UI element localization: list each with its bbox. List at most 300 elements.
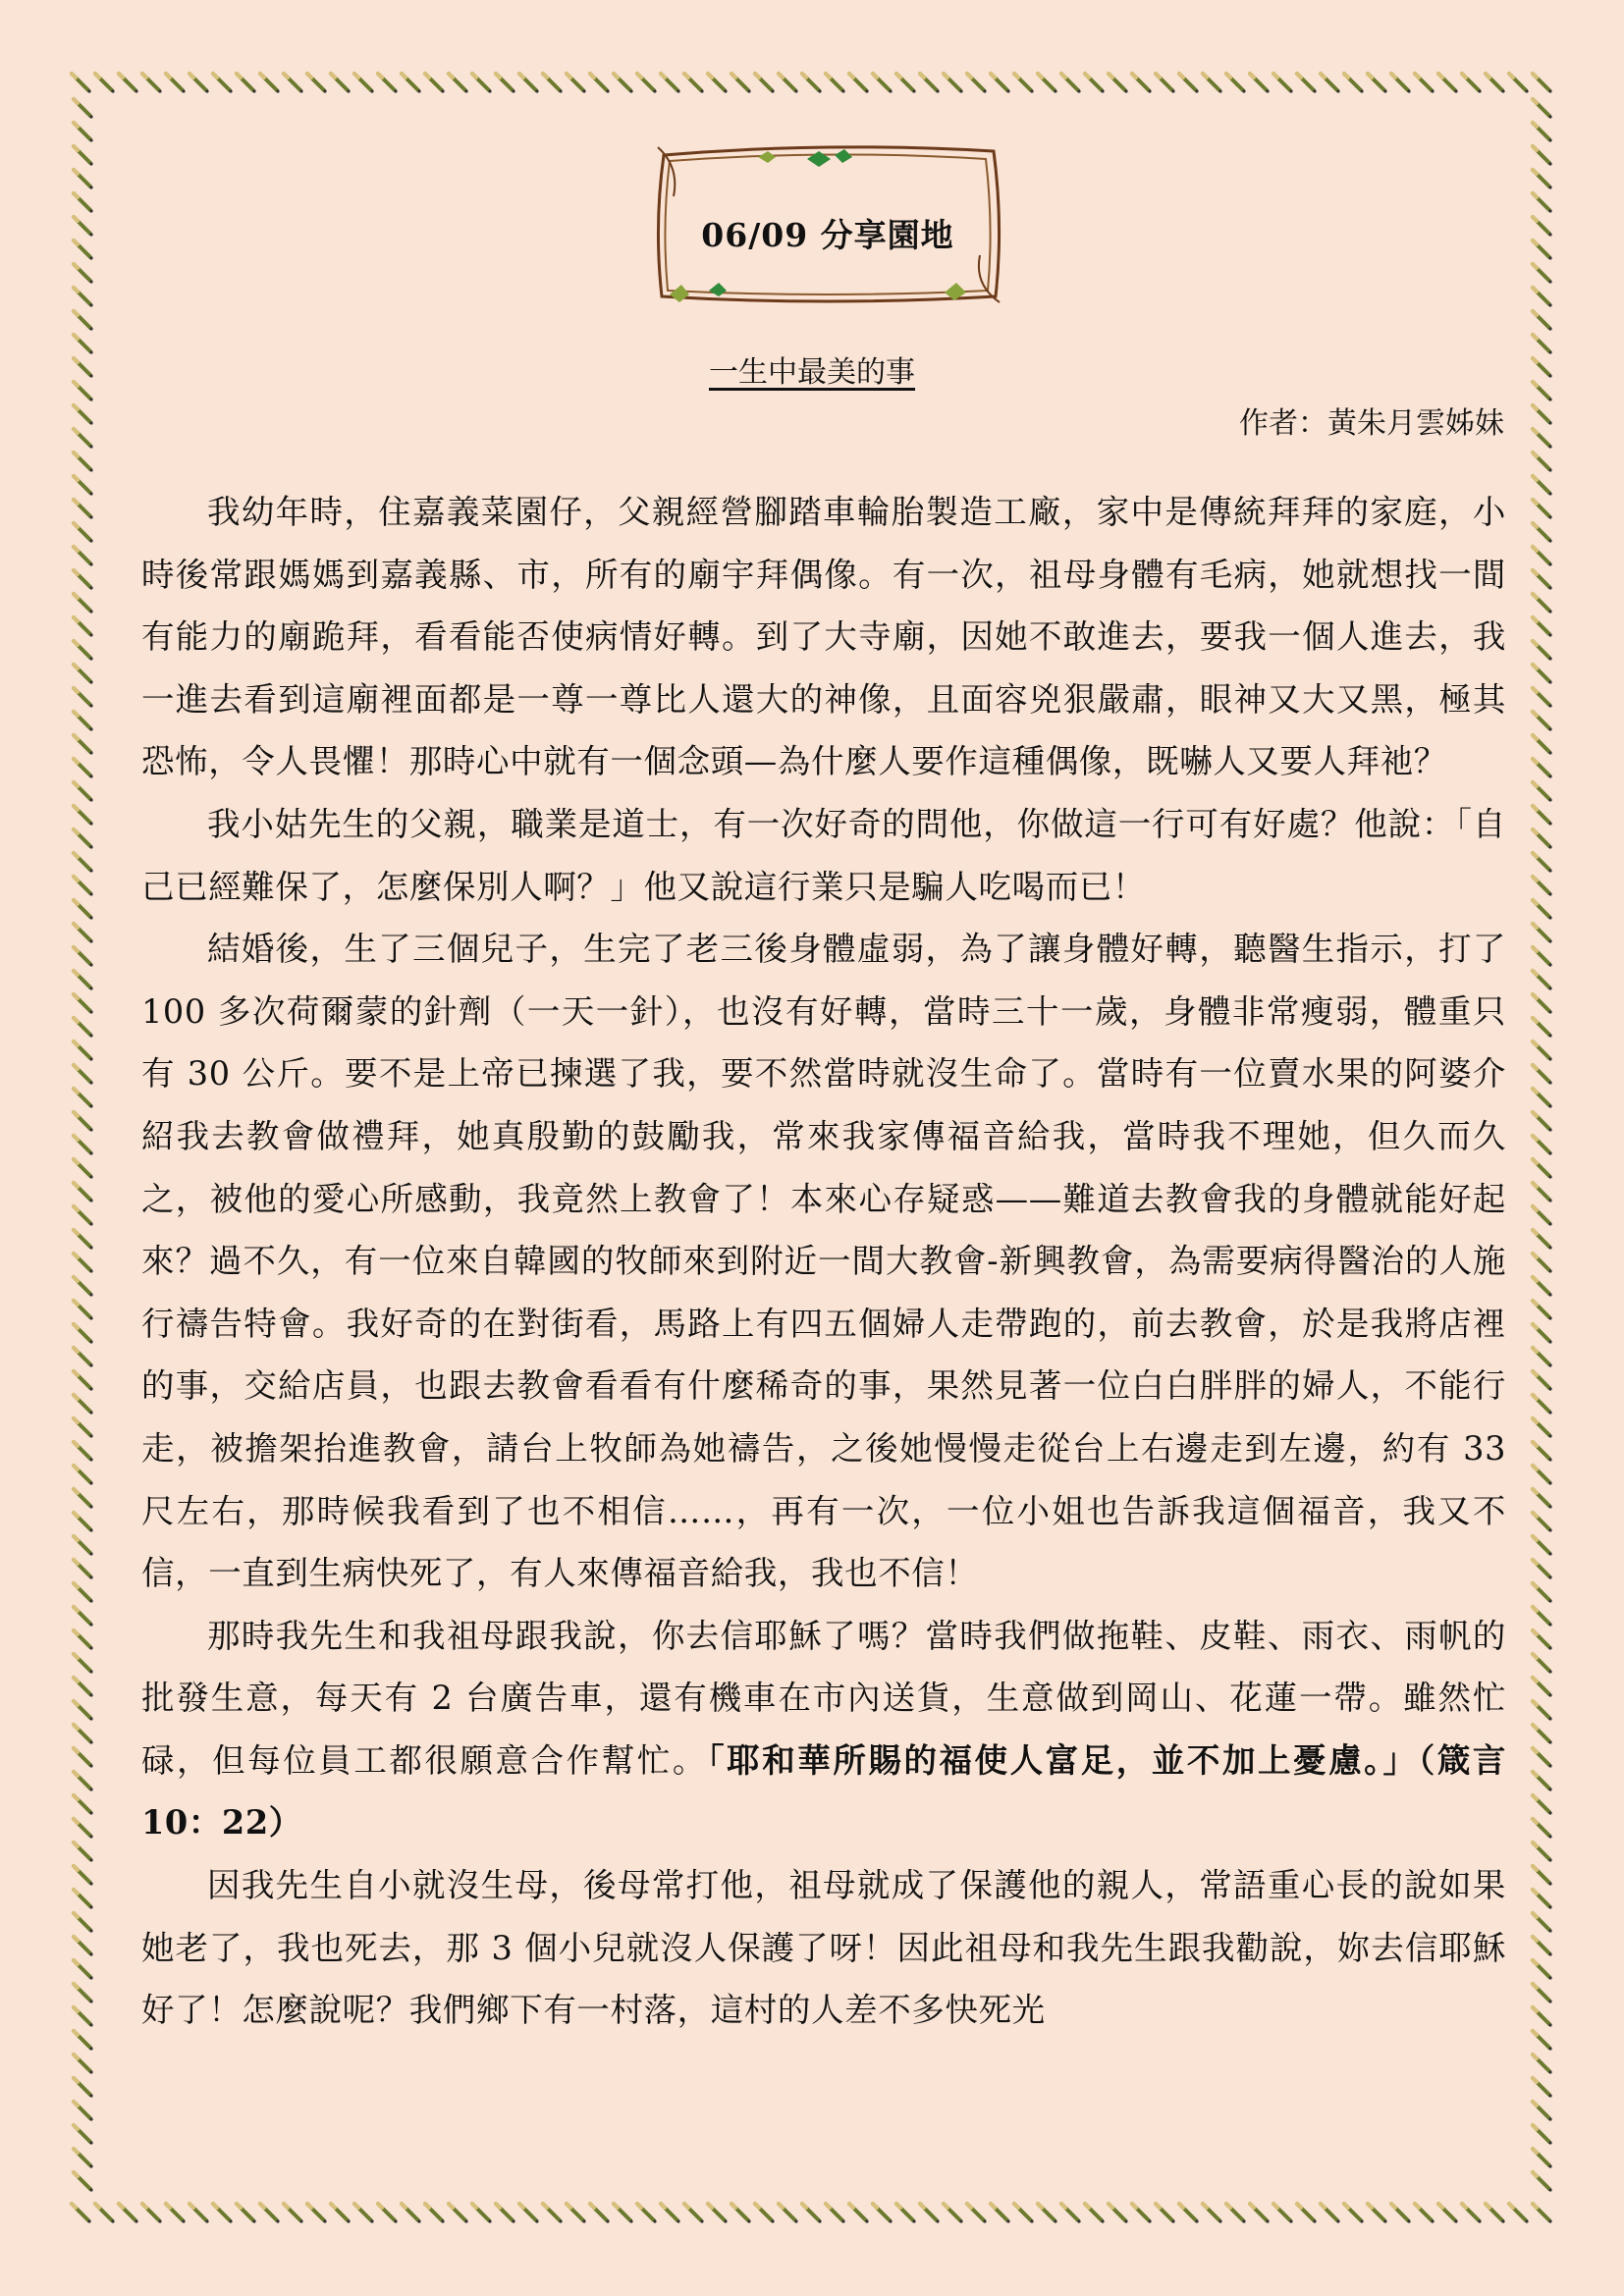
pencil-icon	[1391, 74, 1411, 93]
pencil-icon	[1156, 74, 1175, 93]
pencil-icon	[74, 311, 93, 331]
pencil-icon	[213, 2204, 233, 2223]
pencil-icon	[1533, 2149, 1552, 2168]
pencil-icon	[74, 1489, 93, 1509]
pencil-icon	[260, 74, 280, 93]
pencil-icon	[1533, 1301, 1552, 1320]
border-bottom	[72, 2204, 1552, 2223]
pencil-icon	[74, 217, 93, 237]
pencil-icon	[1533, 759, 1552, 778]
pencil-icon	[1321, 2204, 1340, 2223]
pencil-icon	[1250, 2204, 1270, 2223]
pencil-icon	[1226, 2204, 1246, 2223]
pencil-icon	[74, 1206, 93, 1226]
pencil-icon	[74, 829, 93, 849]
pencil-icon	[1061, 2204, 1081, 2223]
pencil-icon	[1533, 311, 1552, 331]
pencil-icon	[1533, 1324, 1552, 1344]
pencil-icon	[74, 1678, 93, 1697]
pencil-icon	[1533, 641, 1552, 661]
pencil-icon	[74, 1466, 93, 1485]
pencil-icon	[237, 74, 256, 93]
pencil-icon	[74, 146, 93, 166]
pencil-icon	[1533, 1937, 1552, 1956]
pencil-icon	[1533, 1466, 1552, 1485]
border-top	[72, 74, 1552, 93]
pencil-icon	[684, 74, 704, 93]
pencil-icon	[1533, 500, 1552, 519]
pencil-icon	[74, 500, 93, 519]
pencil-icon	[74, 2125, 93, 2145]
pencil-icon	[166, 2204, 186, 2223]
pencil-icon	[896, 2204, 916, 2223]
pencil-icon	[826, 74, 845, 93]
pencil-icon	[1533, 170, 1552, 189]
pencil-icon	[1038, 74, 1057, 93]
pencil-icon	[802, 2204, 822, 2223]
pencil-icon	[74, 994, 93, 1014]
pencil-icon	[967, 2204, 987, 2223]
pencil-icon	[74, 971, 93, 990]
pencil-icon	[1533, 217, 1552, 237]
pencil-icon	[1533, 1866, 1552, 1886]
pencil-icon	[731, 2204, 751, 2223]
pencil-icon	[74, 1065, 93, 1085]
pencil-icon	[779, 74, 798, 93]
pencil-icon	[1533, 146, 1552, 166]
pencil-icon	[590, 2204, 610, 2223]
pencil-icon	[1533, 1371, 1552, 1391]
pencil-icon	[74, 1324, 93, 1344]
pencil-icon	[1533, 1678, 1552, 1697]
pencil-icon	[74, 2102, 93, 2121]
pencil-icon	[74, 1348, 93, 1367]
pencil-icon	[74, 193, 93, 213]
pencil-icon	[684, 2204, 704, 2223]
pencil-icon	[237, 2204, 256, 2223]
pencil-icon	[354, 74, 374, 93]
pencil-icon	[1438, 74, 1458, 93]
pencil-icon	[1156, 2204, 1175, 2223]
pencil-icon	[74, 594, 93, 614]
pencil-icon	[1533, 99, 1552, 119]
pencil-icon	[1462, 74, 1482, 93]
paragraph-5: 因我先生自小就沒生母，後母常打他，祖母就成了保護他的親人，常語重心長的說如果她老了，我也死去，那 3 個小兒就沒人保護了呀！因此祖母和我先生跟我勸說，妳去信耶穌好了！怎麼說呢？我們鄉下有一村落，這村的人差不多快死光	[141, 1866, 1506, 2030]
pencil-icon	[519, 2204, 539, 2223]
pencil-icon	[74, 1112, 93, 1132]
pencil-icon	[944, 74, 963, 93]
pencil-icon	[284, 74, 303, 93]
pencil-icon	[189, 2204, 209, 2223]
pencil-icon	[74, 264, 93, 284]
pencil-icon	[74, 453, 93, 472]
pencil-icon	[1486, 2204, 1505, 2223]
pencil-icon	[402, 2204, 421, 2223]
pencil-icon	[1061, 74, 1081, 93]
pencil-icon	[1533, 688, 1552, 708]
pencil-icon	[496, 2204, 515, 2223]
pencil-icon	[284, 2204, 303, 2223]
article-title	[0, 347, 1624, 391]
pencil-icon	[74, 1536, 93, 1556]
pencil-icon	[1533, 877, 1552, 896]
pencil-icon	[74, 782, 93, 802]
pencil-icon	[1533, 264, 1552, 284]
pencil-icon	[1533, 1206, 1552, 1226]
pencil-icon	[74, 170, 93, 189]
pencil-icon	[731, 74, 751, 93]
pencil-icon	[519, 74, 539, 93]
pencil-icon	[1109, 2204, 1128, 2223]
pencil-icon	[331, 74, 351, 93]
pencil-icon	[1533, 1819, 1552, 1839]
pencil-icon	[1273, 2204, 1293, 2223]
pencil-icon	[1085, 74, 1105, 93]
pencil-icon	[74, 1442, 93, 1462]
pencil-icon	[74, 1513, 93, 1532]
pencil-icon	[472, 2204, 492, 2223]
pencil-icon	[991, 74, 1010, 93]
pencil-icon	[826, 2204, 845, 2223]
pencil-icon	[1533, 782, 1552, 802]
pencil-icon	[1486, 74, 1505, 93]
pencil-icon	[307, 74, 327, 93]
pencil-icon	[1533, 453, 1552, 472]
pencil-icon	[614, 74, 633, 93]
pencil-icon	[1533, 1159, 1552, 1179]
pencil-icon	[849, 2204, 869, 2223]
pencil-icon	[1533, 924, 1552, 943]
pencil-icon	[1533, 1513, 1552, 1532]
pencil-icon	[331, 2204, 351, 2223]
pencil-icon	[920, 74, 940, 93]
pencil-icon	[74, 1819, 93, 1839]
pencil-icon	[74, 1772, 93, 1791]
pencil-icon	[74, 1418, 93, 1438]
pencil-icon	[72, 74, 91, 93]
pencil-icon	[95, 2204, 115, 2223]
pencil-icon	[1014, 74, 1034, 93]
pencil-icon	[1533, 1795, 1552, 1815]
pencil-icon	[873, 2204, 893, 2223]
pencil-icon	[74, 1984, 93, 2003]
pencil-icon	[1533, 2055, 1552, 2074]
pencil-icon	[74, 688, 93, 708]
pencil-icon	[74, 1583, 93, 1603]
pencil-icon	[1368, 74, 1387, 93]
pencil-icon	[1415, 74, 1435, 93]
pencil-icon	[1533, 429, 1552, 449]
pencil-icon	[74, 2031, 93, 2051]
pencil-icon	[1533, 853, 1552, 873]
pencil-icon	[74, 1136, 93, 1155]
pencil-icon	[1533, 994, 1552, 1014]
pencil-icon	[142, 2204, 162, 2223]
pencil-icon	[74, 1089, 93, 1108]
pencil-icon	[543, 74, 563, 93]
pencil-icon	[1533, 193, 1552, 213]
pencil-icon	[449, 74, 468, 93]
pencil-icon	[1533, 735, 1552, 755]
pencil-icon	[307, 2204, 327, 2223]
pencil-icon	[1533, 2102, 1552, 2121]
pencil-icon	[74, 240, 93, 260]
pencil-icon	[378, 74, 398, 93]
pencil-icon	[74, 947, 93, 967]
pencil-icon	[74, 806, 93, 826]
pencil-icon	[637, 74, 657, 93]
pencil-icon	[1533, 1442, 1552, 1462]
pencil-icon	[896, 74, 916, 93]
pencil-icon	[74, 1230, 93, 1250]
pencil-icon	[1297, 74, 1317, 93]
pencil-icon	[1533, 947, 1552, 967]
pencil-icon	[1533, 1348, 1552, 1367]
pencil-icon	[74, 523, 93, 543]
pencil-icon	[1533, 1183, 1552, 1202]
pencil-icon	[920, 2204, 940, 2223]
pencil-icon	[74, 617, 93, 637]
pencil-icon	[1226, 74, 1246, 93]
pencil-icon	[74, 1371, 93, 1391]
pencil-icon	[74, 1159, 93, 1179]
pencil-icon	[1533, 405, 1552, 425]
pencil-icon	[1533, 1536, 1552, 1556]
pencil-icon	[74, 1560, 93, 1579]
pencil-icon	[873, 74, 893, 93]
pencil-icon	[354, 2204, 374, 2223]
pencil-icon	[74, 1630, 93, 1650]
pencil-icon	[1533, 1842, 1552, 1862]
pencil-icon	[74, 1913, 93, 1933]
pencil-icon	[74, 1041, 93, 1061]
pencil-icon	[1533, 2204, 1552, 2223]
pencil-icon	[1533, 1418, 1552, 1438]
pencil-icon	[1203, 2204, 1222, 2223]
pencil-icon	[567, 74, 586, 93]
pencil-icon	[1462, 2204, 1482, 2223]
pencil-icon	[708, 2204, 728, 2223]
pencil-icon	[74, 1890, 93, 1909]
pencil-icon	[74, 1842, 93, 1862]
pencil-icon	[119, 2204, 138, 2223]
pencil-icon	[74, 1254, 93, 1273]
pencil-icon	[378, 2204, 398, 2223]
pencil-icon	[74, 1301, 93, 1320]
pencil-icon	[1438, 2204, 1458, 2223]
pencil-icon	[74, 1960, 93, 1980]
pencil-icon	[1533, 594, 1552, 614]
pencil-icon	[1533, 2031, 1552, 2051]
pencil-icon	[74, 1701, 93, 1721]
pencil-icon	[1533, 617, 1552, 637]
pencil-icon	[74, 1866, 93, 1886]
pencil-icon	[661, 2204, 680, 2223]
pencil-icon	[567, 2204, 586, 2223]
pencil-icon	[166, 74, 186, 93]
pencil-icon	[1250, 74, 1270, 93]
pencil-icon	[1344, 74, 1364, 93]
pencil-icon	[74, 900, 93, 920]
pencil-icon	[1533, 1701, 1552, 1721]
pencil-icon	[74, 1937, 93, 1956]
pencil-icon	[1509, 2204, 1529, 2223]
pencil-icon	[1533, 1560, 1552, 1579]
pencil-icon	[1533, 570, 1552, 590]
pencil-icon	[74, 123, 93, 142]
border-left	[74, 99, 93, 2192]
pencil-icon	[849, 74, 869, 93]
pencil-icon	[1533, 1607, 1552, 1627]
pencil-icon	[74, 735, 93, 755]
pencil-icon	[1533, 1583, 1552, 1603]
pencil-icon	[1533, 2125, 1552, 2145]
pencil-icon	[74, 1183, 93, 1202]
pencil-icon	[1533, 1065, 1552, 1085]
pencil-icon	[1533, 1395, 1552, 1415]
pencil-icon	[74, 288, 93, 307]
pencil-icon	[425, 2204, 445, 2223]
pencil-icon	[142, 74, 162, 93]
pencil-icon	[1533, 900, 1552, 920]
pencil-icon	[1533, 712, 1552, 731]
pencil-icon	[95, 74, 115, 93]
pencil-icon	[1368, 2204, 1387, 2223]
pencil-icon	[74, 429, 93, 449]
pencil-icon	[74, 547, 93, 566]
pencil-icon	[1321, 74, 1340, 93]
pencil-icon	[1533, 1890, 1552, 1909]
pencil-icon	[637, 2204, 657, 2223]
border-right	[1533, 99, 1552, 2192]
pencil-icon	[74, 2007, 93, 2027]
pencil-icon	[1533, 1041, 1552, 1061]
pencil-icon	[74, 1795, 93, 1815]
pencil-icon	[74, 641, 93, 661]
pencil-icon	[779, 2204, 798, 2223]
pencil-icon	[543, 2204, 563, 2223]
pencil-icon	[1179, 2204, 1199, 2223]
pencil-icon	[74, 2172, 93, 2192]
pencil-icon	[590, 74, 610, 93]
pencil-icon	[1533, 806, 1552, 826]
pencil-icon	[74, 1277, 93, 1297]
pencil-icon	[1533, 665, 1552, 684]
pencil-icon	[74, 877, 93, 896]
pencil-icon	[1533, 523, 1552, 543]
pencil-icon	[496, 74, 515, 93]
pencil-icon	[74, 1725, 93, 1744]
pencil-icon	[74, 570, 93, 590]
pencil-icon	[1509, 74, 1529, 93]
pencil-icon	[1533, 1230, 1552, 1250]
pencil-icon	[74, 405, 93, 425]
pencil-icon	[472, 74, 492, 93]
pencil-icon	[1533, 2007, 1552, 2027]
pencil-icon	[1533, 971, 1552, 990]
pencil-icon	[1132, 2204, 1152, 2223]
pencil-icon	[614, 2204, 633, 2223]
pencil-icon	[402, 74, 421, 93]
pencil-icon	[1391, 2204, 1411, 2223]
paragraph-4-text: 那時我先生和我祖母跟我說，你去信耶穌了嗎？當時我們做拖鞋、皮鞋、雨衣、雨帆的批發生意，每天有 2 台廣告車，還有機車在市內送貨，生意做到岡山、花蓮一帶。雖然忙碌，但每位員工都很願意合作幫忙。	[141, 1616, 1506, 1780]
pencil-icon	[1533, 123, 1552, 142]
pencil-icon	[74, 759, 93, 778]
pencil-icon	[1533, 240, 1552, 260]
pencil-icon	[260, 2204, 280, 2223]
pencil-icon	[1533, 1112, 1552, 1132]
pencil-icon	[1533, 1725, 1552, 1744]
pencil-icon	[1085, 2204, 1105, 2223]
pencil-icon	[802, 74, 822, 93]
pencil-icon	[1533, 1984, 1552, 2003]
pencil-icon	[1533, 1277, 1552, 1297]
pencil-icon	[1014, 2204, 1034, 2223]
pencil-icon	[708, 74, 728, 93]
pencil-icon	[1132, 74, 1152, 93]
pencil-icon	[1533, 1960, 1552, 1980]
section-title: 06/09 分享園地	[701, 216, 954, 254]
pencil-icon	[74, 2149, 93, 2168]
pencil-icon	[425, 74, 445, 93]
pencil-icon	[74, 476, 93, 496]
pencil-icon	[1533, 1913, 1552, 1933]
pencil-icon	[74, 99, 93, 119]
pencil-icon	[1533, 1254, 1552, 1273]
pencil-icon	[74, 1395, 93, 1415]
pencil-icon	[1415, 2204, 1435, 2223]
pencil-icon	[74, 1654, 93, 1674]
pencil-icon	[213, 74, 233, 93]
author-line: 作者：黃朱月雲姊妹	[1239, 406, 1504, 441]
pencil-icon	[1203, 74, 1222, 93]
pencil-icon	[74, 2055, 93, 2074]
pencil-icon	[74, 924, 93, 943]
pencil-icon	[74, 1018, 93, 1038]
pencil-icon	[661, 74, 680, 93]
pencil-icon	[1109, 74, 1128, 93]
pencil-icon	[1533, 1772, 1552, 1791]
pencil-icon	[944, 2204, 963, 2223]
pencil-icon	[74, 665, 93, 684]
pencil-icon	[1533, 2172, 1552, 2192]
pencil-icon	[1533, 1489, 1552, 1509]
pencil-icon	[74, 1607, 93, 1627]
pencil-icon	[189, 74, 209, 93]
paragraph-1: 我幼年時，住嘉義菜園仔，父親經營腳踏車輪胎製造工廠，家中是傳統拜拜的家庭，小時後常跟媽媽到嘉義縣、市，所有的廟宇拜偶像。有一次，祖母身體有毛病，她就想找一間有能力的廟跪拜，看看能否使病情好轉。到了大寺廟，因她不敢進去，要我一個人進去，我一進去看到這廟裡面都是一尊一尊比人還大的神像，且面容兇狠嚴肅，眼神又大又黑，極其恐怖，令人畏懼！那時心中就有一個念頭—為什麼人要作這種偶像，既嚇人又要人拜祂？	[141, 493, 1506, 781]
pencil-icon	[1344, 2204, 1364, 2223]
paragraph-3: 結婚後，生了三個兒子，生完了老三後身體虛弱，為了讓身體好轉，聽醫生指示，打了 100 多次荷爾蒙的針劑（一天一針），也沒有好轉，當時三十一歲，身體非常瘦弱，體重只有 30 公斤。要不是上帝已揀選了我，要不然當時就沒生命了。當時有一位賣水果的阿婆介紹我去教會做禮拜，她真殷勤的鼓勵我，常來我家傳福音給我，當時我不理她，但久而久之，被他的愛心所感動，我竟然上教會了！本來心存疑惑——難道去教會我的身體就能好起來？過不久，有一位來自韓國的牧師來到附近一間大教會-新興教會，為需要病得醫治的人施行禱告特會。我好奇的在對街看，馬路上有四五個婦人走帶跑的，前去教會，於是我將店裡的事，交給店員，也跟去教會看看有什麼稀奇的事，果然見著一位白白胖胖的婦人，不能行走，被擔架抬進教會，請台上牧師為她禱告，之後她慢慢走從台上右邊走到左邊，約有 33 尺左右，那時候我看到了也不相信……，再有一次，一位小姐也告訴我這個福音，我又不信，一直到生病快死了，有人來傳福音給我，我也不信！	[141, 930, 1506, 1593]
pencil-icon	[1533, 1089, 1552, 1108]
pencil-icon	[1273, 74, 1293, 93]
pencil-icon	[1533, 1654, 1552, 1674]
pencil-icon	[1533, 74, 1552, 93]
pencil-icon	[1533, 1630, 1552, 1650]
pencil-icon	[1533, 829, 1552, 849]
pencil-icon	[755, 2204, 775, 2223]
pencil-icon	[1533, 476, 1552, 496]
pencil-icon	[1533, 2078, 1552, 2098]
paragraph-2: 我小姑先生的父親，職業是道士，有一次好奇的問他，你做這一行可有好處？他說：「自己已經難保了，怎麼保別人啊？」他又說這行業只是騙人吃喝而已！	[141, 804, 1506, 906]
pencil-icon	[74, 1748, 93, 1768]
pencil-icon	[74, 712, 93, 731]
pencil-icon	[1533, 1018, 1552, 1038]
paragraph-4	[141, 1605, 1506, 1854]
pencil-icon	[449, 2204, 468, 2223]
pencil-icon	[1179, 74, 1199, 93]
pencil-icon	[755, 74, 775, 93]
pencil-icon	[991, 2204, 1010, 2223]
